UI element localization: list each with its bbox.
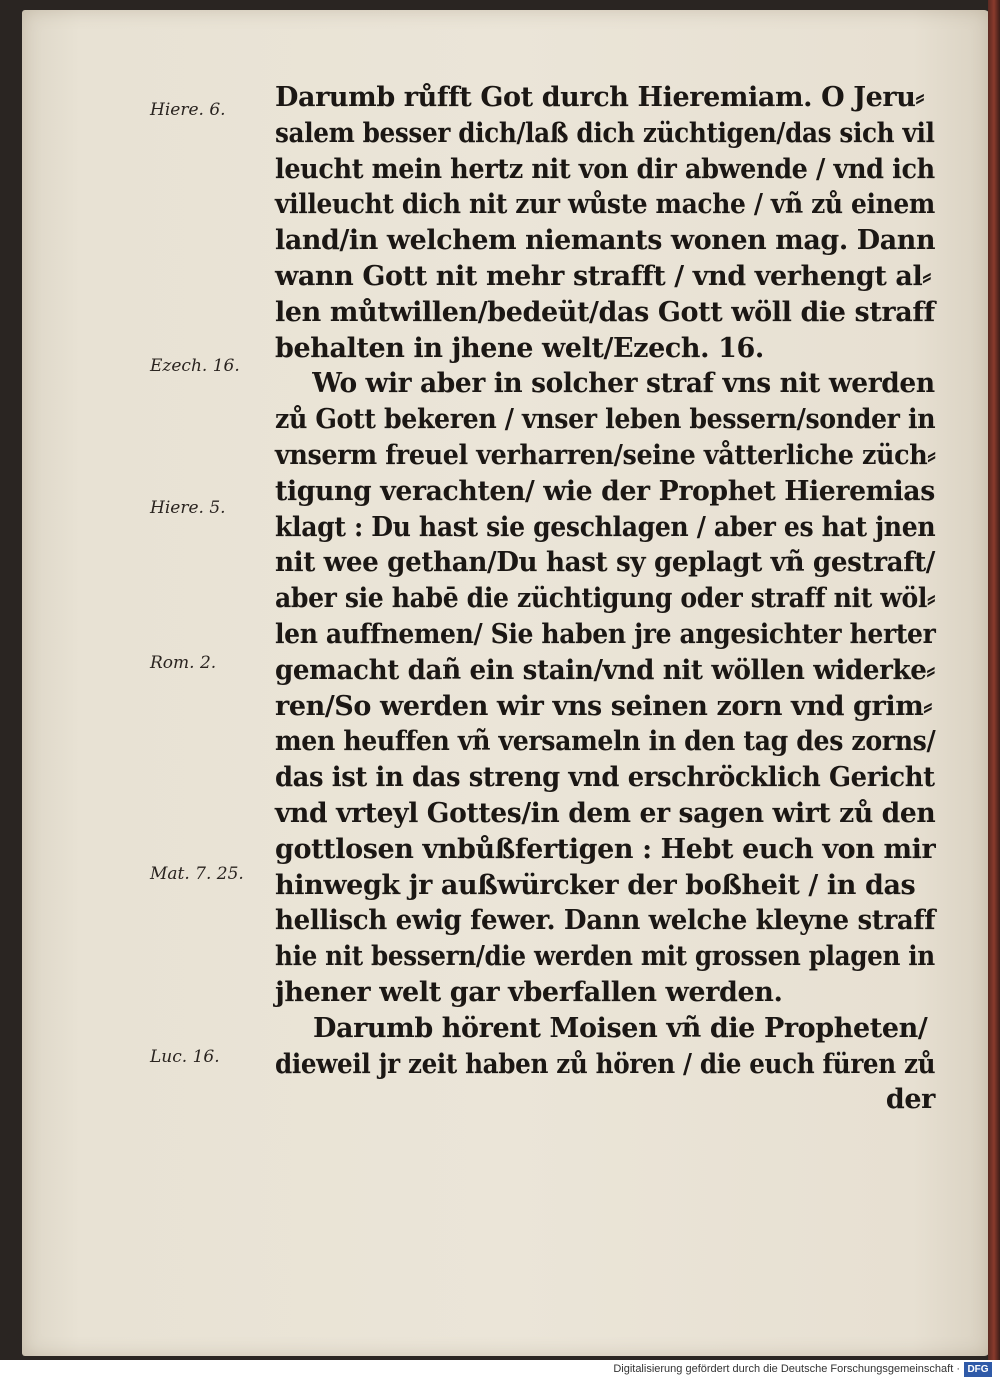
marginal-note: Luc. 16.: [150, 1047, 220, 1067]
text-line: gottlosen vnbůßfertigen : Hebt euch von mir: [275, 833, 936, 865]
text-line: len auffnemen/ Sie haben jre angesichter herter: [275, 618, 936, 650]
text-line: Wo wir aber in solcher straf vns nit werden: [312, 368, 935, 400]
marginal-note: Rom. 2.: [150, 653, 217, 673]
marginal-note: Hiere. 6.: [150, 100, 226, 120]
text-line: Darumb růfft Got durch Hieremiam. O Jeru⸗: [275, 82, 925, 113]
text-line: vnserm freuel verharren/seine våtterliche züch⸗: [275, 439, 936, 471]
text-line: wann Gott nit mehr strafft / vnd verhengt al⸗: [275, 260, 931, 292]
footer-bar: [0, 1360, 1000, 1381]
text-line: salem besser dich/laß dich züchtigen/das sich vil: [275, 117, 935, 149]
text-line: zů Gott bekeren / vnser leben bessern/sonder in: [275, 404, 936, 436]
text-line: aber sie habē die züchtigung oder straff nit wöl⸗: [275, 583, 936, 615]
text-line: villeucht dich nit zur wůste mache / vñ zů einem: [275, 189, 935, 221]
text-line: gemacht dañ ein stain/vnd nit wöllen widerke⸗: [275, 654, 935, 686]
marginal-note: Mat. 7. 25.: [150, 864, 244, 884]
text-line: jhener welt gar vberfallen werden.: [275, 976, 783, 1008]
text-line: hie nit bessern/die werden mit grossen plagen in: [275, 941, 935, 973]
text-line: land/in welchem niemants wonen mag. Dann: [275, 225, 936, 257]
text-line: vnd vrteyl Gottes/in dem er sagen wirt zů den: [275, 797, 936, 829]
text-line: behalten in jhene welt/Ezech. 16.: [275, 332, 764, 364]
catchword: der: [885, 1084, 935, 1116]
marginal-note: Hiere. 5.: [150, 498, 226, 518]
text-line: tigung verachten/ wie der Prophet Hieremias: [275, 475, 935, 507]
footer-credit: Digitalisierung gefördert durch die Deutsche Forschungsgemeinschaft ·: [613, 1363, 960, 1375]
text-line: len můtwillen/bedeüt/das Gott wöll die straff: [275, 296, 935, 328]
text-line: men heuffen vñ versameln in den tag des zorns/: [275, 726, 936, 758]
text-line: Darumb hörent Moisen vñ die Propheten/: [313, 1012, 928, 1044]
marginal-note: Ezech. 16.: [150, 356, 240, 376]
book-edge: [988, 0, 1000, 1360]
text-line: ren/So werden wir vns seinen zorn vnd grim⸗: [275, 690, 932, 722]
text-line: klagt : Du hast sie geschlagen / aber es hat jnen: [275, 511, 936, 543]
text-line: hellisch ewig fewer. Dann welche kleyne straff: [275, 905, 936, 937]
text-line: dieweil jr zeit haben zů hören / die euch füren zů: [275, 1048, 936, 1080]
text-line: das ist in das streng vnd erschröcklich Gericht: [275, 762, 935, 794]
dfg-logo: DFG: [964, 1362, 992, 1377]
text-line: nit wee gethan/Du hast sy geplagt vñ gestraft/: [275, 547, 935, 579]
body-text: [275, 80, 935, 1118]
text-line: leucht mein hertz nit von dir abwende / vnd ich: [275, 153, 935, 185]
text-line: hinwegk jr außwürcker der boßheit / in das: [275, 869, 916, 901]
